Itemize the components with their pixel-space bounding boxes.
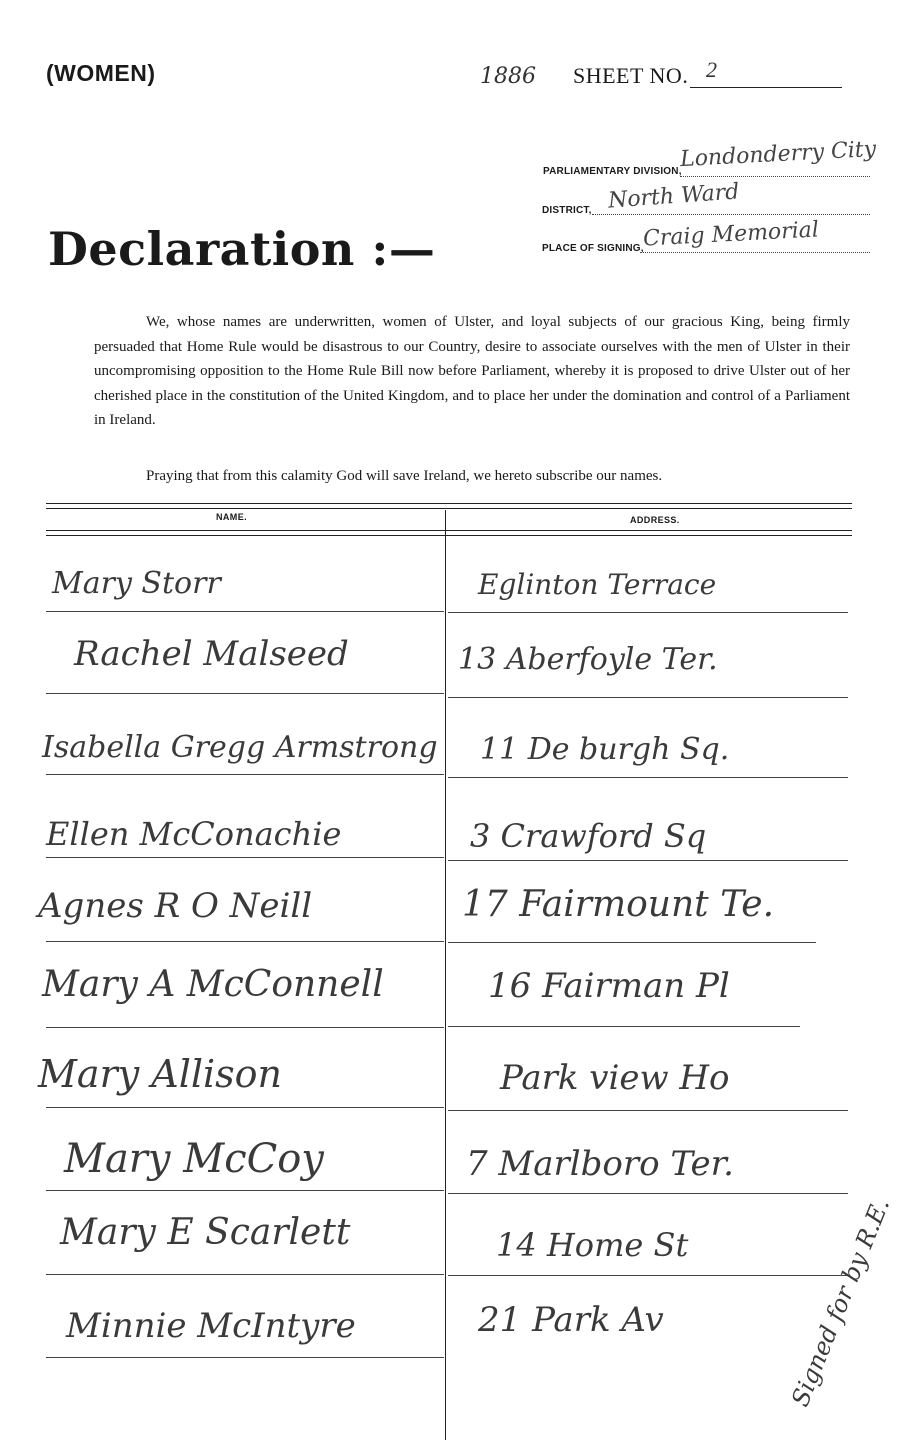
district-label: DISTRICT,: [542, 205, 592, 216]
name-row-line: [46, 774, 444, 775]
place-value: Craig Memorial: [642, 217, 820, 252]
table-top-rule-2: [46, 508, 852, 509]
address-row-line: [448, 612, 848, 613]
division-value: Londonderry City: [679, 136, 877, 173]
sheet-number-line: [690, 87, 842, 88]
margin-annotation: Signed for by R.E.: [786, 1194, 896, 1411]
declaration-title: Declaration :—: [48, 222, 436, 276]
signature-address: 7 Marlboro Ter.: [466, 1144, 734, 1184]
signature-name: Agnes R O Neill: [38, 886, 313, 926]
table-header-rule-2: [46, 535, 852, 536]
name-row-line: [46, 1274, 444, 1275]
signature-name: Mary E Scarlett: [60, 1212, 351, 1253]
signature-address: 3 Crawford Sq: [470, 817, 707, 855]
signature-name: Minnie McIntyre: [66, 1306, 356, 1346]
declaration-body: We, whose names are underwritten, women of Ulster, and loyal subjects of our gracious King, being firmly persuaded that Home Rule would be disastrous to our Country, desire to associate ourselves with the men of Ulster in their uncompromising opposition to the Home Rule Bill now before Parliament, whereby it is proposed to drive Ulster out of her cherished place in the constitution of the United Kingdom, and to place her under the domination and control of a Parliament in Ireland.: [94, 314, 850, 428]
signature-address: 13 Aberfoyle Ter.: [458, 642, 718, 677]
signature-address: Eglinton Terrace: [478, 568, 717, 601]
address-row-line: [448, 777, 848, 778]
name-row-line: [46, 1027, 444, 1028]
signature-address: Park view Ho: [500, 1058, 730, 1098]
address-row-line: [448, 1193, 848, 1194]
address-row-line: [448, 1110, 848, 1111]
signature-name: Mary McCoy: [64, 1136, 324, 1182]
name-row-line: [46, 693, 444, 694]
signature-name: Isabella Gregg Armstrong: [42, 730, 438, 765]
name-row-line: [46, 611, 444, 612]
name-row-line: [46, 1107, 444, 1108]
name-column-header: NAME.: [216, 512, 247, 522]
signature-name: Ellen McConachie: [46, 815, 342, 853]
district-value: North Ward: [607, 179, 741, 214]
name-row-line: [46, 1357, 444, 1358]
division-label: PARLIAMENTARY DIVISION,: [543, 166, 682, 177]
sheet-label: SHEET NO.: [573, 63, 689, 88]
address-row-line: [448, 1026, 800, 1027]
signature-address: 11 De burgh Sq.: [480, 732, 730, 767]
table-top-rule: [46, 503, 852, 504]
signature-name: Rachel Malseed: [74, 634, 349, 674]
category-label: (WOMEN): [46, 60, 156, 86]
name-row-line: [46, 941, 444, 942]
signature-address: 16 Fairman Pl: [488, 966, 730, 1006]
table-header-rule: [46, 530, 852, 531]
address-column-header: ADDRESS.: [630, 515, 680, 525]
name-row-line: [46, 857, 444, 858]
sheet-number: 2: [706, 57, 717, 82]
address-row-line: [448, 860, 848, 861]
signature-name: Mary A McConnell: [42, 964, 384, 1005]
column-divider: [445, 510, 446, 1440]
signature-name: Mary Allison: [38, 1052, 283, 1096]
address-row-line: [448, 697, 848, 698]
signature-address: 21 Park Av: [478, 1300, 664, 1340]
declaration-prayer: Praying that from this calamity God will save Ireland, we hereto subscribe our names.: [146, 468, 663, 484]
place-label: PLACE OF SIGNING,: [542, 243, 644, 254]
district-line: [592, 214, 870, 215]
address-row-line: [448, 942, 816, 943]
address-row-line: [448, 1275, 848, 1276]
signature-name: Mary Storr: [52, 566, 221, 601]
year-value: 1886: [480, 64, 536, 89]
division-line: [680, 176, 870, 177]
place-line: [640, 252, 870, 253]
signature-address: 14 Home St: [496, 1226, 689, 1264]
name-row-line: [46, 1190, 444, 1191]
signature-address: 17 Fairmount Te.: [462, 884, 775, 925]
